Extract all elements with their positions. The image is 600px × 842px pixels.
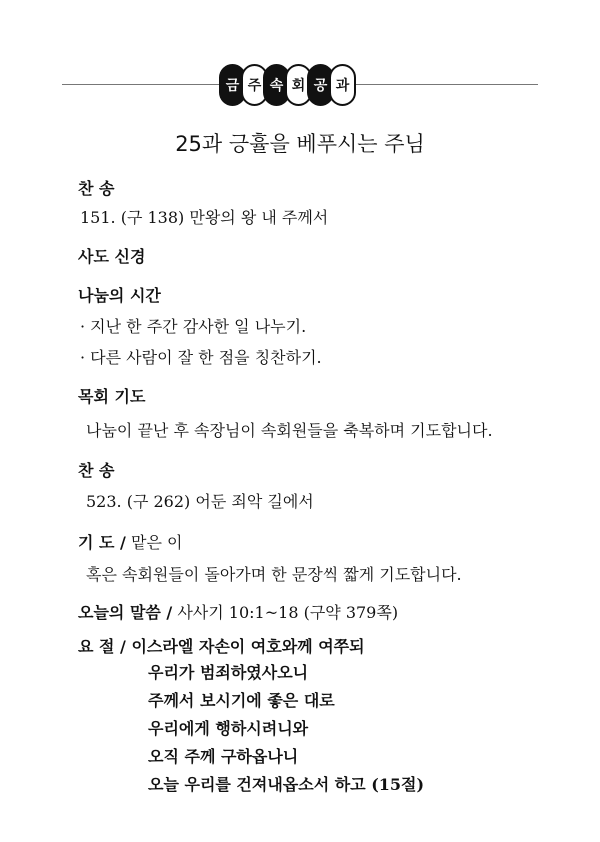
hymn1-text: 151. (구 138) 만왕의 왕 내 주께서 <box>80 208 329 227</box>
creed-heading: 사도 신경 <box>78 247 146 266</box>
key-verse-line-2: 우리가 범죄하였사오니 <box>148 663 309 682</box>
leader-prayer-heading: 목회 기도 <box>78 387 146 406</box>
prayer-text: 혹은 속회원들이 돌아가며 한 문장씩 짧게 기도합니다. <box>86 565 462 584</box>
scripture-reference: 사사기 10:1~18 (구약 379쪽) <box>172 603 399 622</box>
hymn2-text: 523. (구 262) 어둔 죄악 길에서 <box>86 492 314 511</box>
key-verse-heading-label: 요 절 / <box>78 637 126 656</box>
leader-prayer-text: 나눔이 끝난 후 속장님이 속회원들을 축복하며 기도합니다. <box>86 421 493 440</box>
scripture-heading-label: 오늘의 말씀 / <box>78 603 173 622</box>
sharing-heading: 나눔의 시간 <box>78 286 161 305</box>
hymn1-heading: 찬 송 <box>78 179 115 198</box>
key-verse-line-6: 오늘 우리를 건져내옵소서 하고 (15절) <box>148 775 425 794</box>
page-header <box>0 60 600 110</box>
hymn2-heading: 찬 송 <box>78 461 115 480</box>
key-verse-line-5: 오직 주께 구하옵나니 <box>148 747 299 766</box>
scripture-heading <box>78 600 398 623</box>
lesson-title: 25과 긍휼을 베푸시는 주님 <box>175 132 425 156</box>
key-verse-line-3: 주께서 보시기에 좋은 대로 <box>148 691 335 710</box>
header-pill-4: 회 <box>285 64 312 106</box>
prayer-heading <box>78 530 182 553</box>
header-pill-2: 주 <box>241 64 268 106</box>
header-pill-1: 금 <box>219 64 246 106</box>
sharing-item-1: · 지난 한 주간 감사한 일 나누기. <box>80 317 307 336</box>
key-verse-line-1: 이스라엘 자손이 여호와께 여쭈되 <box>125 637 365 656</box>
prayer-heading-label: 기 도 / <box>78 533 126 552</box>
key-verse-line-4: 우리에게 행하시려니와 <box>148 719 309 738</box>
header-pill-5: 공 <box>307 64 334 106</box>
header-pill-6: 과 <box>329 64 356 106</box>
header-pill-3: 속 <box>263 64 290 106</box>
sharing-item-2: · 다른 사람이 잘 한 점을 칭찬하기. <box>80 348 322 367</box>
prayer-heading-sub: 맡은 이 <box>125 533 183 552</box>
header-pill-group <box>219 63 356 107</box>
key-verse-heading <box>78 634 365 657</box>
